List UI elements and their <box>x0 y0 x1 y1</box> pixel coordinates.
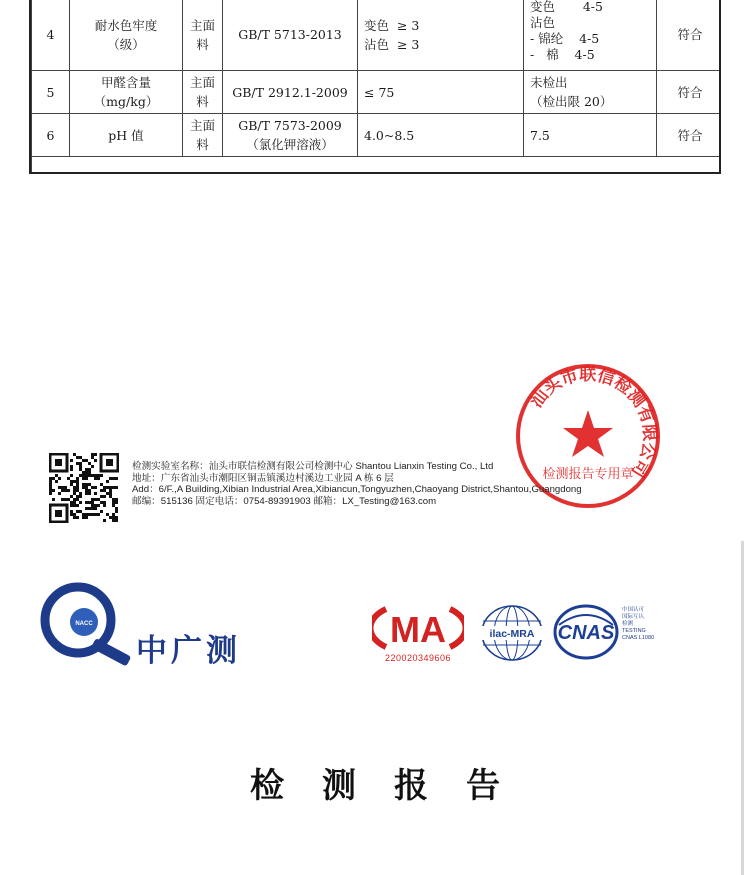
test-result <box>524 114 657 157</box>
cell-line: 7.5 <box>530 127 550 143</box>
title-char: 告 <box>466 766 500 806</box>
verdict: 符合 <box>657 114 722 157</box>
cell-line: 变色 ≥ 3 <box>364 17 420 33</box>
row-number: 5 <box>32 71 70 114</box>
cell-line: （级） <box>107 36 145 52</box>
row-number: 4 <box>32 0 70 71</box>
nacc-badge-text: NACC <box>75 621 93 627</box>
requirement <box>358 114 524 157</box>
cnas-side-line: 国际互认 <box>622 614 645 620</box>
star-icon <box>563 410 613 457</box>
row-number: 6 <box>32 114 70 157</box>
cell-line: 变色 4-5 <box>530 0 603 14</box>
lab-address-cn: 地址：广东省汕头市潮阳区铜盂镇溪边村溪边工业园 A 栋 6 层 <box>132 472 394 484</box>
test-result <box>524 71 657 114</box>
lab-address-en: Add：6/F.,A Building,Xibian Industrial Area,Xibiancun,Tongyuzhen,Chaoyang District,Shantou,Guangdong <box>132 484 582 495</box>
test-item <box>70 71 183 114</box>
cell-line: 4.0~8.5 <box>364 127 415 143</box>
cell-line: （检出限 20） <box>530 94 613 109</box>
cell-line: （氯化钾溶液） <box>246 137 334 152</box>
test-item <box>70 0 183 71</box>
stamp-ring-text: 汕头市联信检测有限公司 <box>526 364 660 481</box>
cnas-side-line: 检测 <box>622 621 634 627</box>
zgc-logo-text: 中广测 <box>136 633 241 669</box>
empty-cell <box>32 157 722 175</box>
cell-line: 沾色 ≥ 3 <box>364 36 420 52</box>
test-method <box>223 114 358 157</box>
test-part <box>183 114 223 157</box>
title-char: 测 <box>322 766 356 806</box>
cell-line: - 棉 4-5 <box>530 47 595 62</box>
page-edge-divider <box>741 541 744 875</box>
cell-line: GB/T 2912.1-2009 <box>232 84 348 100</box>
report-title <box>0 758 750 807</box>
cnas-side-line: CNAS L1080 <box>622 635 655 641</box>
cnas-text: CNAS <box>557 622 615 644</box>
table-row <box>32 71 722 114</box>
test-part <box>183 0 223 71</box>
cma-number: 220020349606 <box>384 653 452 663</box>
table-row-empty <box>32 157 722 175</box>
cell-line: 主面 <box>189 118 215 133</box>
cell-line: 料 <box>196 137 209 152</box>
lab-name: 检测实验室名称：汕头市联信检测有限公司检测中心 Shantou Lianxin Testing Co., Ltd <box>132 461 494 472</box>
cell-line: - 锦纶 4-5 <box>530 31 600 46</box>
cell-line: 主面 <box>189 17 215 33</box>
ilac-text: ilac-MRA <box>489 628 535 640</box>
cell-line: pH 值 <box>108 127 144 143</box>
qr-code-icon <box>49 453 119 523</box>
cell-line: 甲醛含量 <box>100 75 151 90</box>
title-char: 报 <box>394 766 428 806</box>
test-part <box>183 71 223 114</box>
lab-contact: 邮编：515136 固定电话：0754-89391903 邮箱：LX_Testing@163.com <box>132 495 437 507</box>
cma-text: MA <box>390 609 446 650</box>
stamp-center-text: 检测报告专用章 <box>542 467 634 482</box>
cnas-side-text <box>622 607 654 642</box>
cell-line: （mg/kg） <box>93 94 159 109</box>
test-method <box>223 71 358 114</box>
test-method <box>223 0 358 71</box>
requirement <box>358 71 524 114</box>
title-char: 检 <box>250 766 284 806</box>
test-results-table <box>29 0 721 174</box>
lab-info-block <box>132 461 732 507</box>
test-item <box>70 114 183 157</box>
cell-line: 主面 <box>189 75 215 90</box>
cnas-side-line: 中国认可 <box>622 607 645 613</box>
ilac-mra-logo <box>479 603 545 663</box>
cell-line: GB/T 5713-2013 <box>238 27 342 42</box>
cell-line: 料 <box>196 36 209 52</box>
verdict: 符合 <box>657 71 722 114</box>
cnas-side-line: TESTING <box>622 628 646 634</box>
requirement <box>358 0 524 71</box>
cell-line: ≤ 75 <box>364 84 395 100</box>
cell-line: GB/T 7573-2009 <box>238 118 342 133</box>
cell-line: 料 <box>196 94 209 109</box>
cell-line: 耐水色牢度 <box>94 17 158 33</box>
cell-line: 未检出 <box>530 75 568 90</box>
table-row <box>32 114 722 157</box>
test-result <box>524 0 657 71</box>
cnas-logo <box>553 603 673 661</box>
cell-line: 沾色 <box>530 15 556 30</box>
verdict: 符合 <box>657 0 722 71</box>
table-row <box>32 0 722 71</box>
